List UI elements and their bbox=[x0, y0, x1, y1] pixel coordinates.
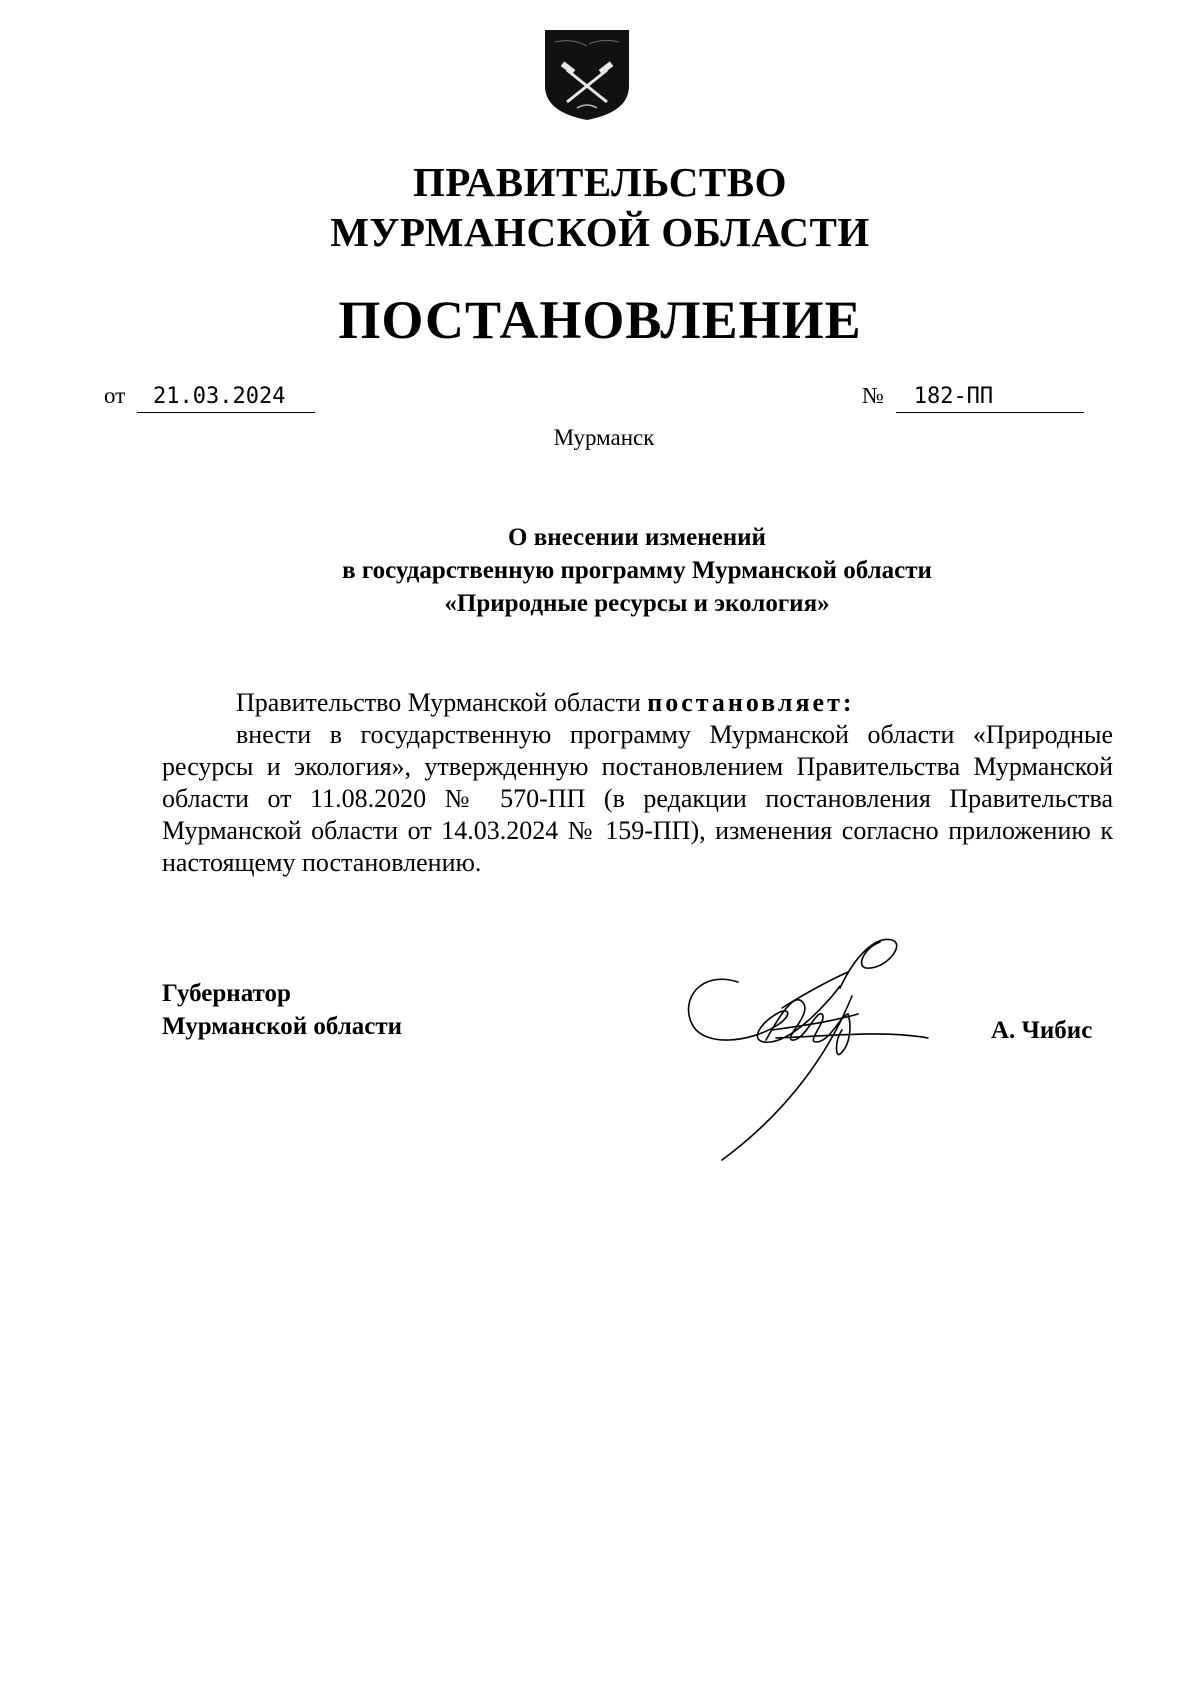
signer-title-line1: Губернатор bbox=[162, 980, 291, 1007]
government-title-line1: ПРАВИТЕЛЬСТВО bbox=[412, 159, 788, 205]
body-paragraph-intro bbox=[162, 687, 1113, 719]
number-value: 182-ПП bbox=[896, 383, 1084, 413]
city-name: Мурманск bbox=[553, 425, 655, 450]
resolution-verb: постановляет: bbox=[647, 688, 855, 717]
date-field bbox=[104, 382, 315, 413]
document-body bbox=[162, 687, 1113, 879]
number-field bbox=[862, 382, 1084, 413]
date-value: 21.03.2024 bbox=[137, 383, 315, 413]
signer-title bbox=[162, 977, 402, 1043]
signer-name: А. Чибис bbox=[991, 1017, 1093, 1044]
subject-line3: «Природные ресурсы и экология» bbox=[444, 590, 830, 617]
date-prefix: от bbox=[104, 383, 126, 408]
number-prefix: № bbox=[862, 383, 884, 408]
body-paragraph-resolution: внести в государственную программу Мурманской области «Природные ресурсы и экология», утвержденную постановлением Правительства Мурманской области от 11.08.2020 № 570-ПП (в редакции постановления Правительства Мурманской области от 14.03.2024 № 159-ПП), изменения согласно приложению к настоящему постановлению. bbox=[162, 720, 1113, 877]
subject-line2: в государственную программу Мурманской области bbox=[342, 557, 932, 584]
government-title-line2: МУРМАНСКОЙ ОБЛАСТИ bbox=[330, 209, 870, 255]
intro-text: Правительство Мурманской области bbox=[236, 688, 648, 717]
signer-title-line2: Мурманской области bbox=[162, 1013, 403, 1040]
coat-of-arms-icon bbox=[543, 28, 631, 122]
signature-icon bbox=[680, 930, 960, 1165]
document-subject bbox=[162, 521, 1112, 620]
document-type-heading: ПОСТАНОВЛЕНИЕ bbox=[338, 290, 862, 350]
subject-line1: О внесении изменений bbox=[508, 524, 766, 551]
